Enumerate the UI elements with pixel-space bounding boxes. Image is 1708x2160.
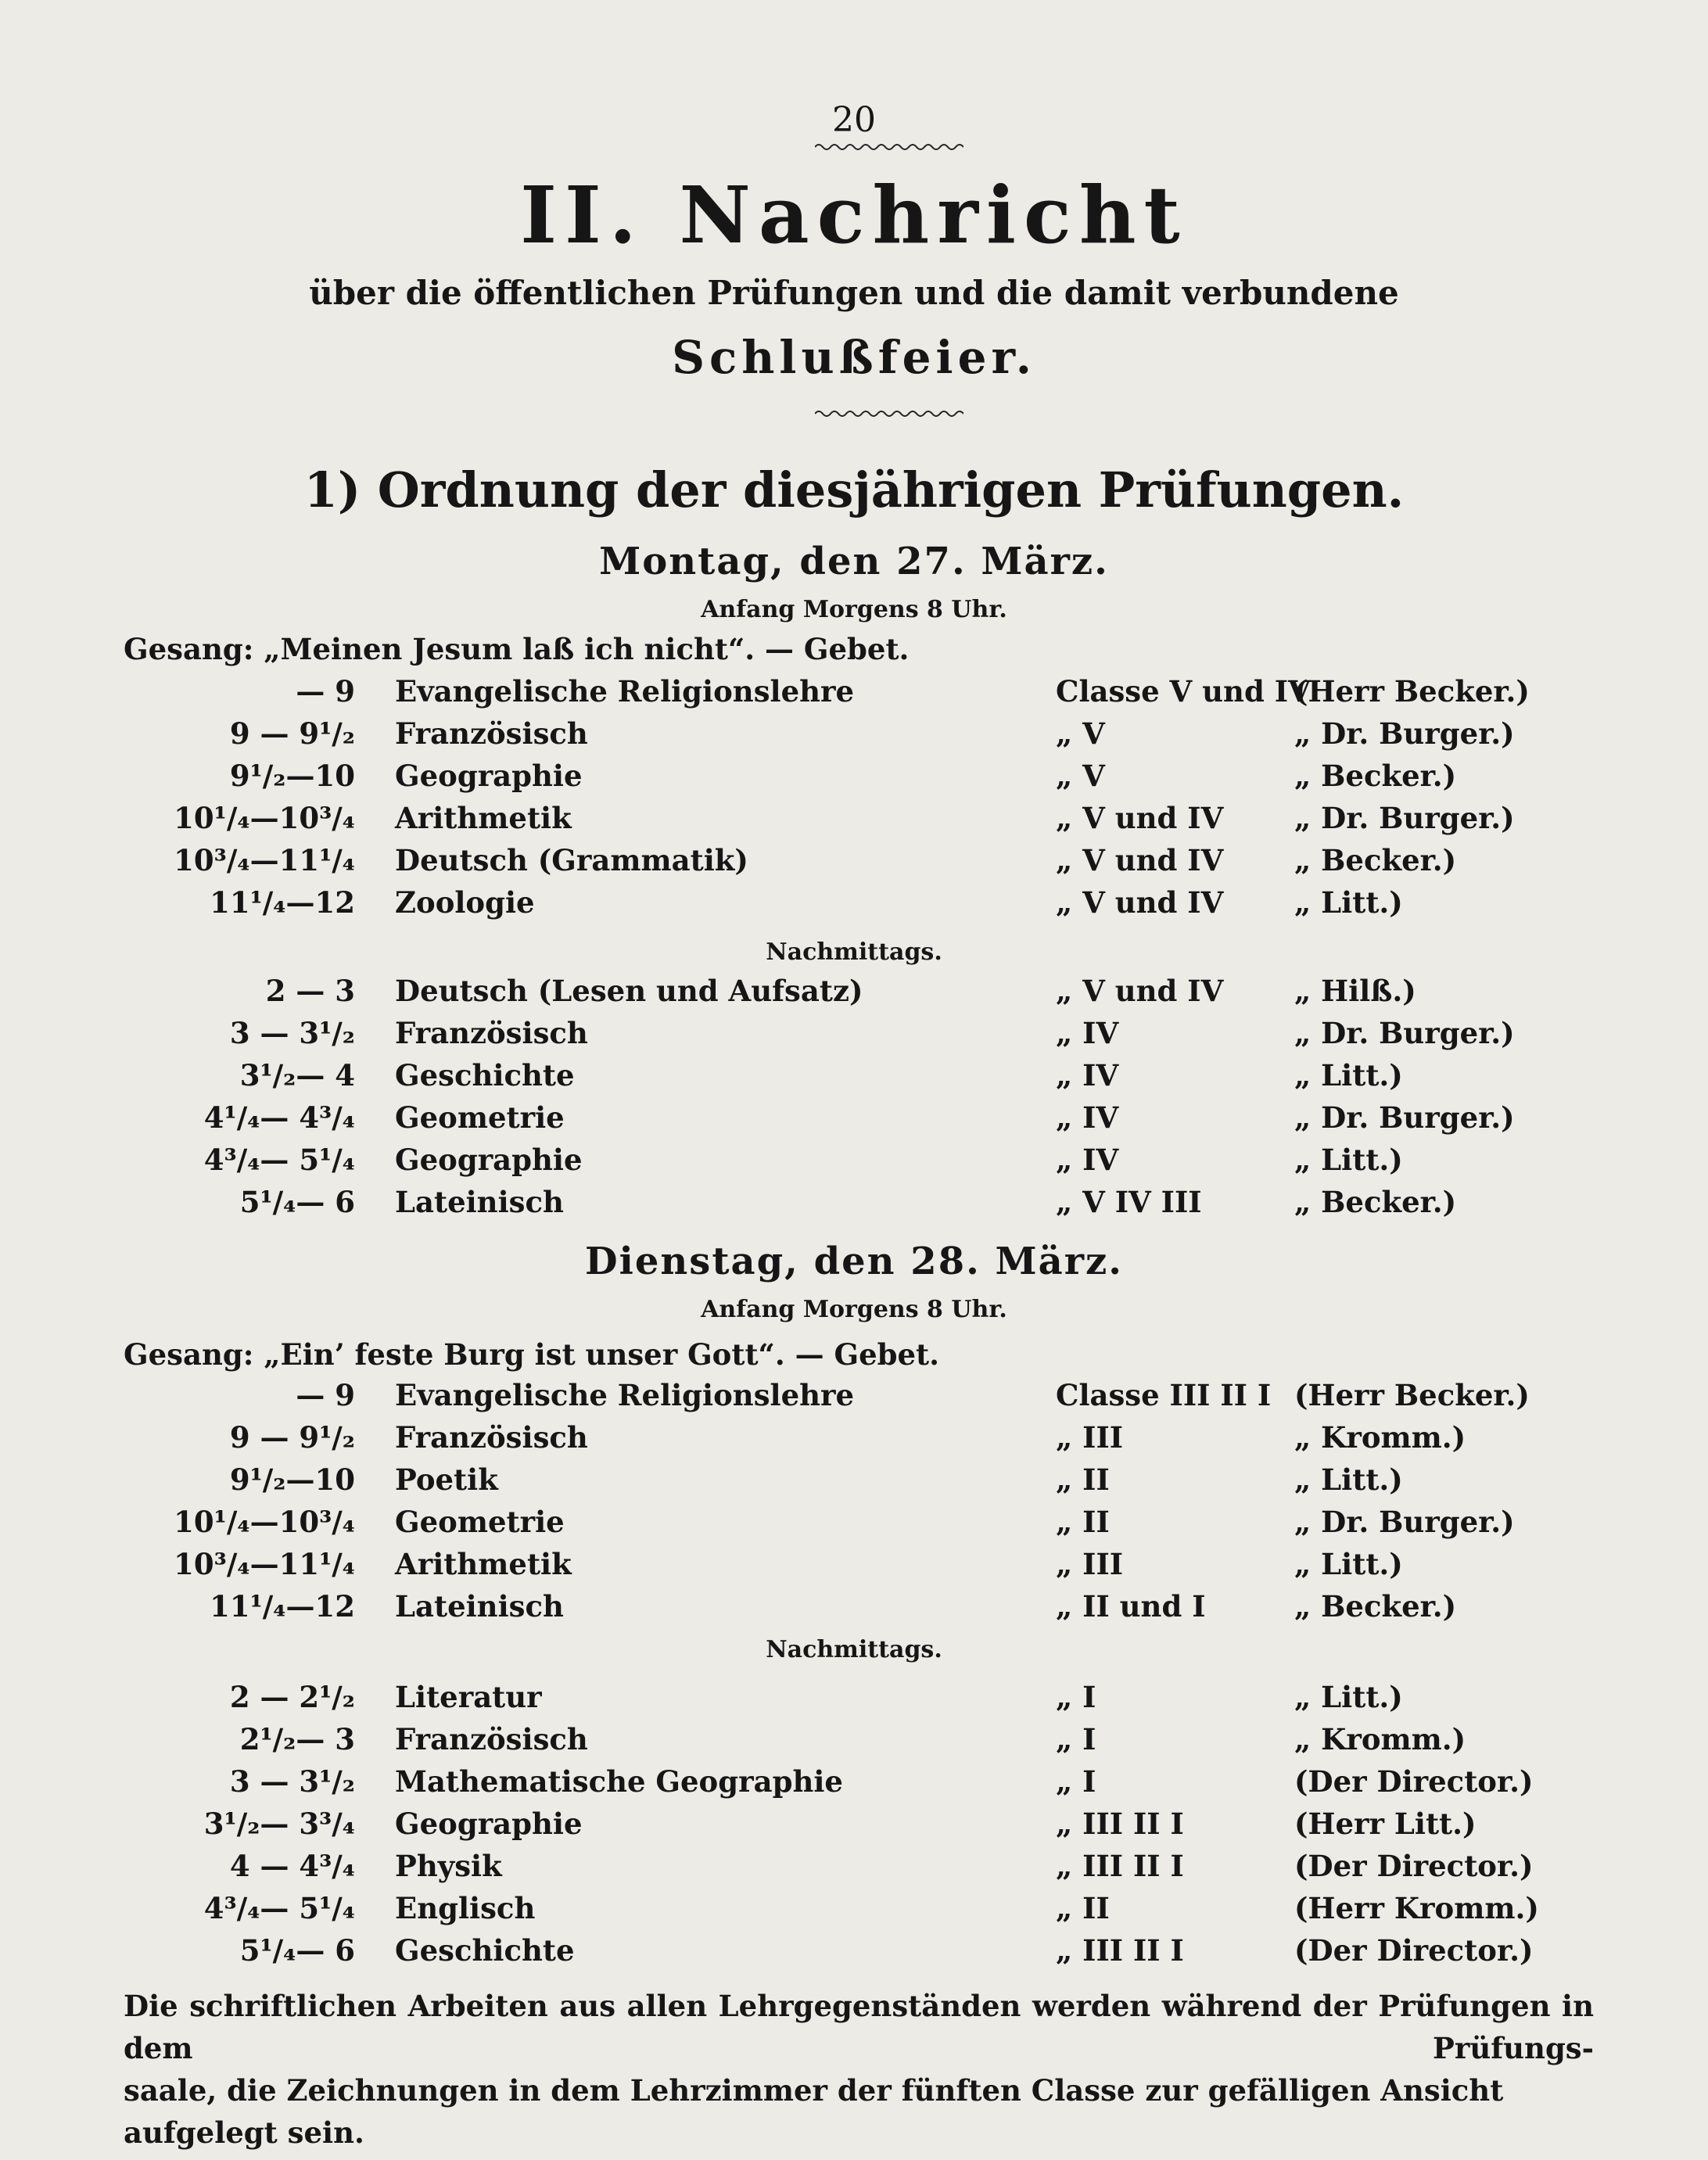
teacher-cell: „ Litt.) [1294,1462,1403,1497]
afternoon-label: Nachmittags. [766,938,942,966]
schedule-row [0,1378,1708,1417]
time-cell: 10³/₄—11¹/₄ [174,843,355,877]
class-cell: „ III [1056,1547,1124,1581]
subject-cell: Geometrie [395,1100,565,1135]
page-number: 20 [832,100,876,140]
class-cell: „ II [1056,1505,1110,1539]
closing-note-line: Die schriftlichen Arbeiten aus allen Lehrgegenständen werden während der Prüfungen in dem Prüfungs- [124,1989,1594,2065]
subject-cell: Geometrie [395,1505,565,1539]
class-cell: „ III II I [1056,1933,1184,1968]
time-cell: 9 — 9¹/₂ [229,1420,355,1455]
subject-cell: Lateinisch [395,1589,564,1624]
subject-cell: Französisch [395,1420,588,1455]
schedule-row [0,974,1708,1013]
schedule-row [0,1764,1708,1803]
subject-cell: Arithmetik [395,801,572,835]
teacher-cell: „ Kromm.) [1294,1420,1466,1455]
class-cell: „ III II I [1056,1807,1184,1841]
schedule-row [0,1849,1708,1888]
time-cell: 10¹/₄—10³/₄ [174,1505,355,1539]
schedule-row [0,1505,1708,1544]
document-subtitle: über die öffentlichen Prüfungen und die damit verbundene [309,274,1399,312]
class-cell: Classe III II I [1056,1378,1272,1412]
class-cell: „ II [1056,1891,1110,1925]
time-cell: 4³/₄— 5¹/₄ [203,1891,355,1925]
class-cell: „ V IV III [1056,1185,1202,1219]
subject-cell: Literatur [395,1680,542,1714]
subject-cell: Geographie [395,1807,583,1841]
time-cell: 9 — 9¹/₂ [229,716,355,751]
subject-cell: Zoologie [395,885,535,920]
schedule-row [0,1722,1708,1761]
schedule-row [0,1547,1708,1586]
subject-cell: Poetik [395,1462,498,1497]
schedule-row [0,1420,1708,1459]
schedule-row [0,1891,1708,1930]
subject-cell: Französisch [395,1016,588,1050]
subject-cell: Geschichte [395,1933,575,1968]
schedule-row [0,1933,1708,1972]
teacher-cell: „ Dr. Burger.) [1294,1505,1515,1539]
wavy-rule-top [815,142,963,152]
subject-cell: Englisch [395,1891,536,1925]
opening-song: Gesang: „Meinen Jesum laß ich nicht“. — Gebet. [124,632,910,666]
class-cell: „ III [1056,1420,1124,1455]
schedule-row [0,1185,1708,1224]
subject-cell: Deutsch (Lesen und Aufsatz) [395,974,863,1008]
teacher-cell: (Herr Becker.) [1294,674,1530,709]
class-cell: „ IV [1056,1143,1119,1177]
document-title: II. Nachricht [520,169,1188,261]
teacher-cell: „ Kromm.) [1294,1722,1466,1756]
day-heading: Dienstag, den 28. März. [585,1240,1123,1283]
teacher-cell: „ Becker.) [1294,1185,1457,1219]
teacher-cell: (Herr Kromm.) [1294,1891,1539,1925]
teacher-cell: „ Dr. Burger.) [1294,716,1515,751]
teacher-cell: (Der Director.) [1294,1933,1534,1968]
schedule-row [0,1143,1708,1182]
start-time-note: Anfang Morgens 8 Uhr. [701,596,1007,623]
class-cell: „ II und I [1056,1589,1206,1624]
time-cell: 4 — 4³/₄ [229,1849,355,1883]
schedule-row [0,1589,1708,1628]
time-cell: 9¹/₂—10 [229,759,355,793]
time-cell: 5¹/₄— 6 [239,1933,355,1968]
class-cell: „ II [1056,1462,1110,1497]
teacher-cell: „ Hilß.) [1294,974,1416,1008]
class-cell: „ I [1056,1722,1096,1756]
schedule-row [0,1100,1708,1139]
schedule-row [0,801,1708,840]
day-heading: Montag, den 27. März. [599,540,1109,583]
time-cell: 2 — 3 [265,974,355,1008]
subject-cell: Deutsch (Grammatik) [395,843,748,877]
teacher-cell: „ Dr. Burger.) [1294,1016,1515,1050]
teacher-cell: „ Becker.) [1294,1589,1457,1624]
teacher-cell: „ Litt.) [1294,885,1403,920]
time-cell: 4³/₄— 5¹/₄ [203,1143,355,1177]
subject-cell: Geschichte [395,1058,575,1093]
time-cell: — 9 [296,1378,355,1412]
time-cell: 3 — 3¹/₂ [229,1764,355,1799]
class-cell: „ I [1056,1680,1096,1714]
schedule-row [0,885,1708,924]
closing-note-line: saale, die Zeichnungen in dem Lehrzimmer der fünften Classe zur gefälligen Ansicht aufgelegt sein. [124,2073,1504,2150]
teacher-cell: (Der Director.) [1294,1849,1534,1883]
teacher-cell: (Herr Litt.) [1294,1807,1477,1841]
time-cell: 10³/₄—11¹/₄ [174,1547,355,1581]
class-cell: „ V und IV [1056,843,1224,877]
class-cell: „ I [1056,1764,1096,1799]
teacher-cell: „ Litt.) [1294,1680,1403,1714]
subject-cell: Physik [395,1849,502,1883]
time-cell: 5¹/₄— 6 [239,1185,355,1219]
time-cell: 11¹/₄—12 [210,885,355,920]
subject-cell: Arithmetik [395,1547,572,1581]
schedule-row [0,716,1708,755]
teacher-cell: „ Dr. Burger.) [1294,801,1515,835]
wavy-rule-bottom [815,409,963,418]
subject-cell: Geographie [395,1143,583,1177]
subject-cell: Geographie [395,759,583,793]
schedule-row [0,1680,1708,1719]
time-cell: 2¹/₂— 3 [239,1722,355,1756]
class-cell: „ IV [1056,1058,1119,1093]
time-cell: 3¹/₂— 3³/₄ [203,1807,355,1841]
time-cell: 3¹/₂— 4 [239,1058,355,1093]
teacher-cell: „ Litt.) [1294,1547,1403,1581]
time-cell: — 9 [296,674,355,709]
subject-cell: Lateinisch [395,1185,564,1219]
class-cell: „ IV [1056,1100,1119,1135]
time-cell: 4¹/₄— 4³/₄ [203,1100,355,1135]
teacher-cell: (Der Director.) [1294,1764,1534,1799]
subject-cell: Evangelische Religionslehre [395,674,855,709]
teacher-cell: „ Becker.) [1294,843,1457,877]
class-cell: Classe V und IV [1056,674,1311,709]
afternoon-label: Nachmittags. [766,1636,942,1663]
time-cell: 10¹/₄—10³/₄ [174,801,355,835]
teacher-cell: (Herr Becker.) [1294,1378,1530,1412]
schedule-row [0,674,1708,713]
time-cell: 2 — 2¹/₂ [229,1680,355,1714]
class-cell: „ IV [1056,1016,1119,1050]
subject-cell: Französisch [395,1722,588,1756]
subject-cell: Französisch [395,716,588,751]
class-cell: „ V [1056,716,1105,751]
start-time-note: Anfang Morgens 8 Uhr. [701,1296,1007,1323]
class-cell: „ V und IV [1056,974,1224,1008]
subject-cell: Mathematische Geographie [395,1764,843,1799]
opening-song: Gesang: „Ein’ feste Burg ist unser Gott“. — Gebet. [124,1337,939,1372]
document-subtitle-2: Schlußfeier. [672,331,1036,384]
class-cell: „ V und IV [1056,801,1224,835]
class-cell: „ V und IV [1056,885,1224,920]
schedule-row [0,843,1708,882]
schedule-row [0,759,1708,798]
schedule-row [0,1807,1708,1846]
subject-cell: Evangelische Religionslehre [395,1378,855,1412]
teacher-cell: „ Litt.) [1294,1143,1403,1177]
schedule-row [0,1058,1708,1097]
schedule-row [0,1016,1708,1055]
teacher-cell: „ Dr. Burger.) [1294,1100,1515,1135]
time-cell: 3 — 3¹/₂ [229,1016,355,1050]
closing-note [124,1985,1594,2154]
teacher-cell: „ Litt.) [1294,1058,1403,1093]
section-title: 1) Ordnung der diesjährigen Prüfungen. [303,461,1405,518]
class-cell: „ III II I [1056,1849,1184,1883]
class-cell: „ V [1056,759,1105,793]
teacher-cell: „ Becker.) [1294,759,1457,793]
time-cell: 11¹/₄—12 [210,1589,355,1624]
time-cell: 9¹/₂—10 [229,1462,355,1497]
schedule-row [0,1462,1708,1502]
